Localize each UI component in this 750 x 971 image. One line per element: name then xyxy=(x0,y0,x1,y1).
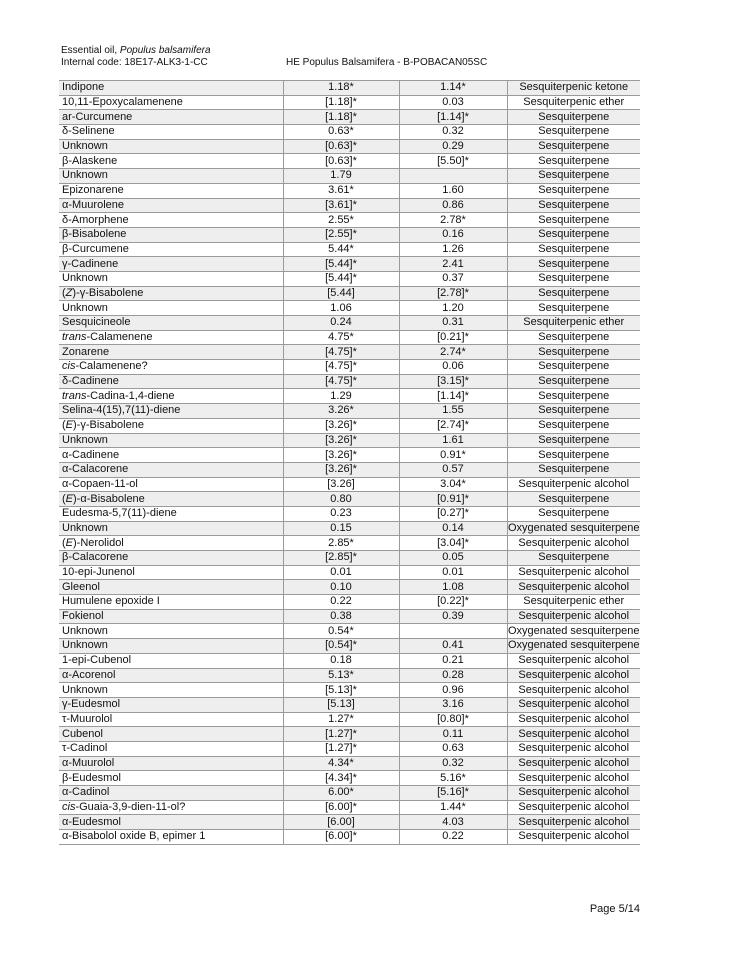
compound-class: Sesquiterpene xyxy=(507,286,640,301)
value-sample-1: [3.26]* xyxy=(283,418,399,433)
table-row xyxy=(59,213,640,228)
compound-class: Sesquiterpenic alcohol xyxy=(507,800,640,815)
compound-name: β-Alaskene xyxy=(59,154,283,169)
value-sample-1: [6.00]* xyxy=(283,830,399,845)
compound-class: Sesquiterpene xyxy=(507,169,640,184)
table-row xyxy=(59,477,640,492)
table-row xyxy=(59,95,640,110)
value-sample-2: 1.44* xyxy=(399,800,507,815)
table-row xyxy=(59,462,640,477)
table-row xyxy=(59,756,640,771)
value-sample-1: 0.18 xyxy=(283,653,399,668)
internal-code: Internal code: 18E17-ALK3-1-CC xyxy=(61,57,208,68)
value-sample-1: [1.27]* xyxy=(283,727,399,742)
compound-class: Sesquiterpene xyxy=(507,389,640,404)
compound-class: Oxygenated sesquiterpene xyxy=(508,639,640,652)
value-sample-2: 0.16 xyxy=(399,227,507,242)
table-row xyxy=(59,653,640,668)
table-row xyxy=(59,125,640,140)
value-sample-2: 1.08 xyxy=(399,580,507,595)
value-sample-1: [5.13]* xyxy=(283,683,399,698)
value-sample-1: [5.44] xyxy=(283,286,399,301)
table-row xyxy=(59,227,640,242)
value-sample-1: [5.13] xyxy=(283,697,399,712)
composition-table xyxy=(59,80,640,845)
compound-name: α-Cadinol xyxy=(59,786,283,801)
compound-class: Sesquiterpenic alcohol xyxy=(507,668,640,683)
compound-class: Oxygenated sesquiterpene xyxy=(508,624,640,637)
value-sample-1: 1.29 xyxy=(283,389,399,404)
compound-class: Sesquiterpenic alcohol xyxy=(507,815,640,830)
compound-class: Sesquiterpene xyxy=(507,506,640,521)
value-sample-2: [2.78]* xyxy=(399,286,507,301)
value-sample-1: [4.75]* xyxy=(283,345,399,360)
compound-name: 10-epi-Junenol xyxy=(59,565,283,580)
compound-class: Sesquiterpene xyxy=(507,198,640,213)
value-sample-1: 3.61* xyxy=(283,183,399,198)
table-row xyxy=(59,697,640,712)
table-row xyxy=(59,639,640,654)
compound-name: ar-Curcumene xyxy=(59,110,283,125)
value-sample-1: [4.34]* xyxy=(283,771,399,786)
compound-class: Sesquiterpenic alcohol xyxy=(507,712,640,727)
value-sample-2: 0.63 xyxy=(399,741,507,756)
value-sample-2: 0.31 xyxy=(399,316,507,331)
value-sample-2: 0.06 xyxy=(399,360,507,375)
table-row xyxy=(59,815,640,830)
value-sample-2: 0.32 xyxy=(399,756,507,771)
table-row xyxy=(59,683,640,698)
value-sample-1: 0.38 xyxy=(283,609,399,624)
value-sample-2: 2.74* xyxy=(399,345,507,360)
value-sample-1: 0.15 xyxy=(283,521,399,536)
value-sample-2: [5.50]* xyxy=(399,154,507,169)
value-sample-2: 5.16* xyxy=(399,771,507,786)
compound-name: Unknown xyxy=(59,521,283,536)
value-sample-2: 0.03 xyxy=(399,95,507,110)
compound-name: α-Calacorene xyxy=(59,462,283,477)
value-sample-1: [6.00]* xyxy=(283,800,399,815)
table-row xyxy=(59,316,640,331)
compound-class: Sesquiterpenic alcohol xyxy=(507,697,640,712)
value-sample-2: 3.16 xyxy=(399,697,507,712)
compound-class: Sesquiterpenic alcohol xyxy=(507,786,640,801)
value-sample-2: 0.37 xyxy=(399,271,507,286)
compound-name: α-Copaen-11-ol xyxy=(59,477,283,492)
compound-class: Sesquiterpenic ether xyxy=(507,95,640,110)
compound-name: Humulene epoxide I xyxy=(59,595,283,610)
compound-name: trans-Cadina-1,4-diene xyxy=(59,389,283,404)
value-sample-1: 2.55* xyxy=(283,213,399,228)
compound-name: α-Eudesmol xyxy=(59,815,283,830)
value-sample-1: 5.13* xyxy=(283,668,399,683)
value-sample-2: 0.29 xyxy=(399,139,507,154)
compound-class: Sesquiterpene xyxy=(507,301,640,316)
value-sample-1: 4.34* xyxy=(283,756,399,771)
compound-class: Sesquiterpenic alcohol xyxy=(507,771,640,786)
value-sample-2: [3.04]* xyxy=(399,536,507,551)
compound-class: Sesquiterpenic alcohol xyxy=(507,653,640,668)
value-sample-1: [0.63]* xyxy=(283,154,399,169)
table-row xyxy=(59,301,640,316)
product-code: HE Populus Balsamifera - B-POBACAN05SC xyxy=(286,57,488,68)
table-row xyxy=(59,741,640,756)
table-row xyxy=(59,448,640,463)
compound-class: Sesquiterpenic ether xyxy=(507,595,640,610)
compound-name: Unknown xyxy=(59,169,283,184)
compound-class: Sesquiterpenic alcohol xyxy=(507,756,640,771)
value-sample-2: [2.74]* xyxy=(399,418,507,433)
compound-class: Sesquiterpene xyxy=(507,110,640,125)
compound-class: Sesquiterpenic alcohol xyxy=(507,683,640,698)
value-sample-2: 0.57 xyxy=(399,462,507,477)
value-sample-2: [0.21]* xyxy=(399,330,507,345)
table-row xyxy=(59,404,640,419)
compound-name: (E)-α-Bisabolene xyxy=(59,492,283,507)
value-sample-1: 0.22 xyxy=(283,595,399,610)
value-sample-2: [1.14]* xyxy=(399,110,507,125)
value-sample-2: [0.27]* xyxy=(399,506,507,521)
value-sample-1: [1.18]* xyxy=(283,95,399,110)
compound-class: Sesquiterpenic alcohol xyxy=(507,565,640,580)
table-row xyxy=(59,81,640,96)
value-sample-2: [3.15]* xyxy=(399,374,507,389)
value-sample-2: 1.61 xyxy=(399,433,507,448)
value-sample-2: 1.20 xyxy=(399,301,507,316)
compound-name: Gleenol xyxy=(59,580,283,595)
table-row xyxy=(59,242,640,257)
compound-class: Sesquiterpenic alcohol xyxy=(507,536,640,551)
value-sample-1: [1.27]* xyxy=(283,741,399,756)
compound-name: Zonarene xyxy=(59,345,283,360)
value-sample-1: 5.44* xyxy=(283,242,399,257)
compound-class: Sesquiterpene xyxy=(507,433,640,448)
value-sample-2: 0.91* xyxy=(399,448,507,463)
table-row xyxy=(59,492,640,507)
table-row xyxy=(59,154,640,169)
value-sample-2: 0.28 xyxy=(399,668,507,683)
compound-name: τ-Muurolol xyxy=(59,712,283,727)
value-sample-1: [4.75]* xyxy=(283,374,399,389)
compound-class: Sesquiterpene xyxy=(507,374,640,389)
value-sample-1: [1.18]* xyxy=(283,110,399,125)
compound-class: Sesquiterpene xyxy=(507,360,640,375)
compound-name: Eudesma-5,7(11)-diene xyxy=(59,506,283,521)
value-sample-2: 1.26 xyxy=(399,242,507,257)
value-sample-1: 1.27* xyxy=(283,712,399,727)
compound-class: Sesquiterpene xyxy=(507,404,640,419)
compound-class: Sesquiterpenic alcohol xyxy=(507,741,640,756)
compound-name: Fokienol xyxy=(59,609,283,624)
table-row xyxy=(59,418,640,433)
compound-class: Sesquiterpenic alcohol xyxy=(507,830,640,845)
compound-name: 10,11-Epoxycalamenene xyxy=(59,95,283,110)
compound-class: Sesquiterpene xyxy=(507,257,640,272)
table-row xyxy=(59,139,640,154)
compound-name: γ-Cadinene xyxy=(59,257,283,272)
table-row xyxy=(59,712,640,727)
value-sample-1: 0.23 xyxy=(283,506,399,521)
compound-name: cis-Calamenene? xyxy=(59,360,283,375)
value-sample-1: [0.63]* xyxy=(283,139,399,154)
value-sample-2: 0.01 xyxy=(399,565,507,580)
compound-name: Unknown xyxy=(59,139,283,154)
compound-class: Sesquiterpene xyxy=(507,492,640,507)
value-sample-2: 1.60 xyxy=(399,183,507,198)
value-sample-2: [1.14]* xyxy=(399,389,507,404)
value-sample-1: [2.85]* xyxy=(283,551,399,566)
compound-name: trans-Calamenene xyxy=(59,330,283,345)
value-sample-2: 0.96 xyxy=(399,683,507,698)
value-sample-1: 0.54* xyxy=(283,624,399,639)
value-sample-2: 4.03 xyxy=(399,815,507,830)
compound-name: 1-epi-Cubenol xyxy=(59,653,283,668)
value-sample-2: 3.04* xyxy=(399,477,507,492)
table-body xyxy=(59,81,640,845)
table-row xyxy=(59,286,640,301)
table-row xyxy=(59,580,640,595)
table-row xyxy=(59,830,640,845)
compound-class: Sesquiterpene xyxy=(507,213,640,228)
table-row xyxy=(59,330,640,345)
table-row xyxy=(59,624,640,639)
compound-class: Oxygenated sesquiterpene xyxy=(508,521,640,534)
page-number: Page 5/14 xyxy=(589,903,640,915)
value-sample-2: 0.32 xyxy=(399,125,507,140)
table-row xyxy=(59,374,640,389)
compound-name: β-Eudesmol xyxy=(59,771,283,786)
compound-class: Sesquiterpenic alcohol xyxy=(507,727,640,742)
value-sample-2 xyxy=(399,624,507,639)
compound-name: Selina-4(15),7(11)-diene xyxy=(59,404,283,419)
compound-name: τ-Cadinol xyxy=(59,741,283,756)
compound-name: cis-Guaia-3,9-dien-11-ol? xyxy=(59,800,283,815)
compound-name: δ-Amorphene xyxy=(59,213,283,228)
value-sample-2: 0.41 xyxy=(399,639,507,654)
value-sample-2: 1.55 xyxy=(399,404,507,419)
table-row xyxy=(59,433,640,448)
compound-class: Sesquiterpene xyxy=(507,139,640,154)
value-sample-1: [3.26]* xyxy=(283,448,399,463)
table-row xyxy=(59,609,640,624)
value-sample-1: 0.10 xyxy=(283,580,399,595)
compound-class: Sesquiterpene xyxy=(507,418,640,433)
value-sample-1: 6.00* xyxy=(283,786,399,801)
compound-name: α-Cadinene xyxy=(59,448,283,463)
table-row xyxy=(59,506,640,521)
compound-name: Cubenol xyxy=(59,727,283,742)
table-row xyxy=(59,551,640,566)
document-header xyxy=(61,45,488,69)
compound-name: δ-Selinene xyxy=(59,125,283,140)
table-row xyxy=(59,668,640,683)
table-row xyxy=(59,786,640,801)
compound-name: Epizonarene xyxy=(59,183,283,198)
compound-name: Unknown xyxy=(59,624,283,639)
compound-class: Sesquiterpene xyxy=(507,154,640,169)
compound-name: δ-Cadinene xyxy=(59,374,283,389)
compound-class: Sesquiterpene xyxy=(507,330,640,345)
value-sample-2: [0.80]* xyxy=(399,712,507,727)
value-sample-1: 0.24 xyxy=(283,316,399,331)
value-sample-2: 0.39 xyxy=(399,609,507,624)
compound-name: (E)-γ-Bisabolene xyxy=(59,418,283,433)
compound-name: (E)-Nerolidol xyxy=(59,536,283,551)
compound-class: Sesquiterpenic alcohol xyxy=(507,580,640,595)
value-sample-1: 1.06 xyxy=(283,301,399,316)
value-sample-1: [3.26] xyxy=(283,477,399,492)
compound-name: α-Muurolol xyxy=(59,756,283,771)
value-sample-1: 1.79 xyxy=(283,169,399,184)
value-sample-2 xyxy=(399,169,507,184)
value-sample-1: [0.54]* xyxy=(283,639,399,654)
table-row xyxy=(59,183,640,198)
compound-class: Sesquiterpene xyxy=(507,345,640,360)
compound-class: Sesquiterpene xyxy=(507,183,640,198)
compound-class: Sesquiterpene xyxy=(507,227,640,242)
compound-name: Unknown xyxy=(59,271,283,286)
compound-name: β-Calacorene xyxy=(59,551,283,566)
compound-name: Sesquicineole xyxy=(59,316,283,331)
table-row xyxy=(59,257,640,272)
compound-class: Sesquiterpene xyxy=(507,551,640,566)
compound-name: α-Acorenol xyxy=(59,668,283,683)
compound-name: Unknown xyxy=(59,301,283,316)
table-row xyxy=(59,360,640,375)
value-sample-1: [5.44]* xyxy=(283,257,399,272)
value-sample-1: 3.26* xyxy=(283,404,399,419)
value-sample-2: 0.22 xyxy=(399,830,507,845)
value-sample-1: [4.75]* xyxy=(283,360,399,375)
table-row xyxy=(59,521,640,536)
value-sample-1: [2.55]* xyxy=(283,227,399,242)
compound-name: α-Muurolene xyxy=(59,198,283,213)
compound-name: α-Bisabolol oxide B, epimer 1 xyxy=(59,830,283,845)
compound-name: (Z)-γ-Bisabolene xyxy=(59,286,283,301)
compound-class: Sesquiterpene xyxy=(507,242,640,257)
value-sample-1: [3.26]* xyxy=(283,462,399,477)
compound-name: β-Bisabolene xyxy=(59,227,283,242)
value-sample-1: 0.63* xyxy=(283,125,399,140)
table-row xyxy=(59,271,640,286)
table-row xyxy=(59,565,640,580)
value-sample-1: 0.01 xyxy=(283,565,399,580)
compound-name: Unknown xyxy=(59,683,283,698)
value-sample-2: 1.14* xyxy=(399,81,507,96)
value-sample-1: [3.61]* xyxy=(283,198,399,213)
compound-name: Unknown xyxy=(59,433,283,448)
table-row xyxy=(59,198,640,213)
value-sample-1: 1.18* xyxy=(283,81,399,96)
table-row xyxy=(59,169,640,184)
value-sample-1: 4.75* xyxy=(283,330,399,345)
table-row xyxy=(59,345,640,360)
compound-name: Indipone xyxy=(59,81,283,96)
table-row xyxy=(59,800,640,815)
table-row xyxy=(59,110,640,125)
value-sample-2: 0.21 xyxy=(399,653,507,668)
compound-name: γ-Eudesmol xyxy=(59,697,283,712)
value-sample-1: [6.00] xyxy=(283,815,399,830)
value-sample-1: 0.80 xyxy=(283,492,399,507)
compound-name: β-Curcumene xyxy=(59,242,283,257)
value-sample-2: 2.41 xyxy=(399,257,507,272)
table-row xyxy=(59,389,640,404)
value-sample-2: [0.91]* xyxy=(399,492,507,507)
table-row xyxy=(59,595,640,610)
compound-class: Sesquiterpenic ketone xyxy=(507,81,640,96)
value-sample-2: 0.86 xyxy=(399,198,507,213)
compound-class: Sesquiterpene xyxy=(507,125,640,140)
oil-name: Essential oil, Populus balsamifera xyxy=(61,45,211,56)
table-row xyxy=(59,771,640,786)
compound-class: Sesquiterpene xyxy=(507,271,640,286)
value-sample-2: [5.16]* xyxy=(399,786,507,801)
compound-class: Sesquiterpenic alcohol xyxy=(507,477,640,492)
compound-class: Sesquiterpenic ether xyxy=(507,316,640,331)
value-sample-2: 0.11 xyxy=(399,727,507,742)
compound-class: Sesquiterpene xyxy=(507,448,640,463)
compound-class: Sesquiterpenic alcohol xyxy=(507,609,640,624)
value-sample-2: 0.05 xyxy=(399,551,507,566)
compound-name: Unknown xyxy=(59,639,283,654)
value-sample-2: 2.78* xyxy=(399,213,507,228)
value-sample-1: 2.85* xyxy=(283,536,399,551)
value-sample-2: 0.14 xyxy=(399,521,507,536)
value-sample-2: [0.22]* xyxy=(399,595,507,610)
compound-class: Sesquiterpene xyxy=(507,462,640,477)
value-sample-1: [3.26]* xyxy=(283,433,399,448)
table-row xyxy=(59,727,640,742)
value-sample-1: [5.44]* xyxy=(283,271,399,286)
table-row xyxy=(59,536,640,551)
